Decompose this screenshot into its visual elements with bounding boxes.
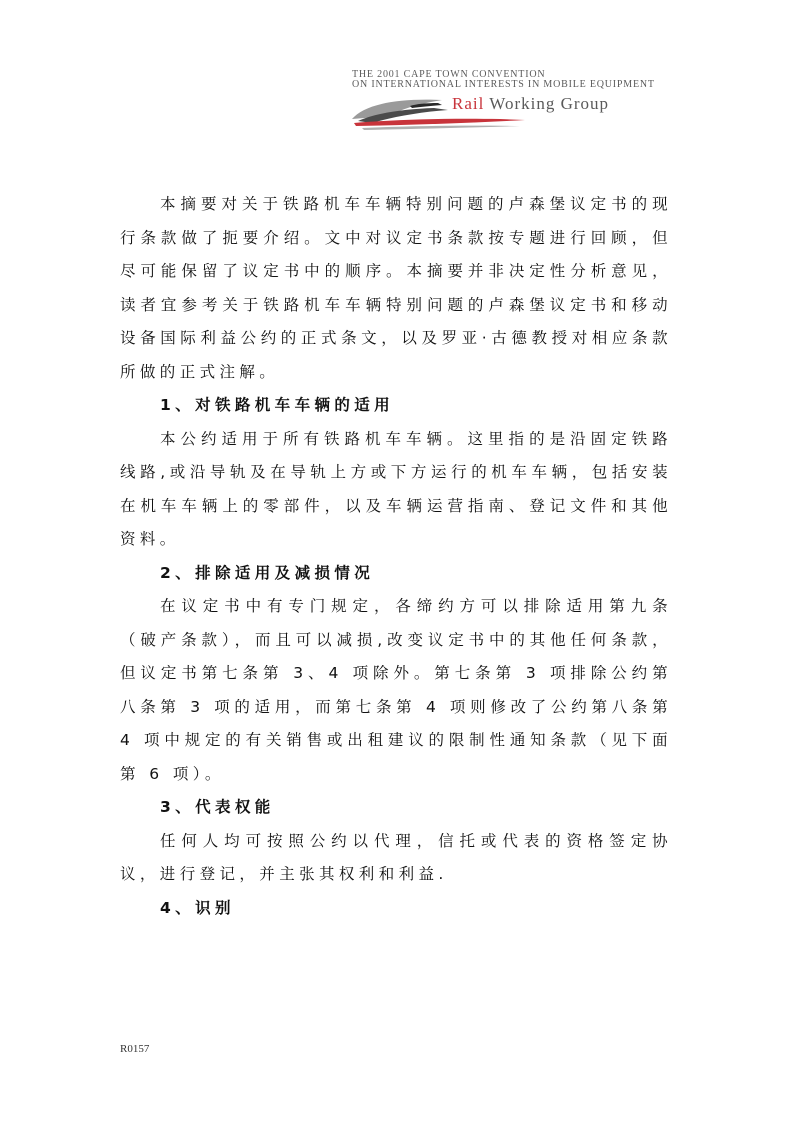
brand-working-group: Working Group [489, 94, 610, 113]
section-2-paragraph: 在议定书中有专门规定，各缔约方可以排除适用第九条（破产条款），而且可以减损,改变议定书中的其他任何条款，但议定书第七条第 3、4 项除外。第七条第 3 项排除公约第八条第 3 项的适用，而第七条第 4 项则修改了公约第八条第 4 项中规定的有关销售或出租建议的限制性通知条款（见下面第 6 项）。 [120, 597, 672, 783]
page-code: R0157 [120, 1043, 150, 1055]
section-1-paragraph: 本公约适用于所有铁路机车车辆。这里指的是沿固定铁路线路,或沿导轨及在导轨上方或下方运行的机车车辆，包括安装在机车车辆上的零部件，以及车辆运营指南、登记文件和其他资料。 [120, 429, 672, 548]
intro-paragraph: 本摘要对关于铁路机车车辆特别问题的卢森堡议定书的现行条款做了扼要介绍。文中对议定书条款按专题进行回顾，但尽可能保留了议定书中的顺序。本摘要并非决定性分析意见，读者宜参考关于铁路机车车辆特别问题的卢森堡议定书和移动设备国际利益公约的正式条文，以及罗亚·古德教授对相应条款所做的正式注解。 [120, 195, 672, 381]
section-1-heading: 1、对铁路机车车辆的适用 [160, 396, 395, 414]
convention-title-line1: THE 2001 CAPE TOWN CONVENTION [352, 69, 546, 80]
section-2-heading: 2、排除适用及减损情况 [160, 563, 375, 582]
section-4-heading: 4、识别 [160, 898, 235, 917]
section-3-heading: 3、代表权能 [160, 798, 275, 816]
brand-name [452, 94, 609, 114]
section-3-paragraph: 任何人均可按照公约以代理，信托或代表的资格签定协议，进行登记，并主张其权利和利益. [120, 831, 672, 883]
rail-working-group-logo [350, 66, 660, 136]
convention-title-line2: ON INTERNATIONAL INTERESTS IN MOBILE EQUIPMENT [352, 79, 655, 90]
brand-rail: Rail [452, 94, 485, 113]
document-body [120, 188, 672, 925]
